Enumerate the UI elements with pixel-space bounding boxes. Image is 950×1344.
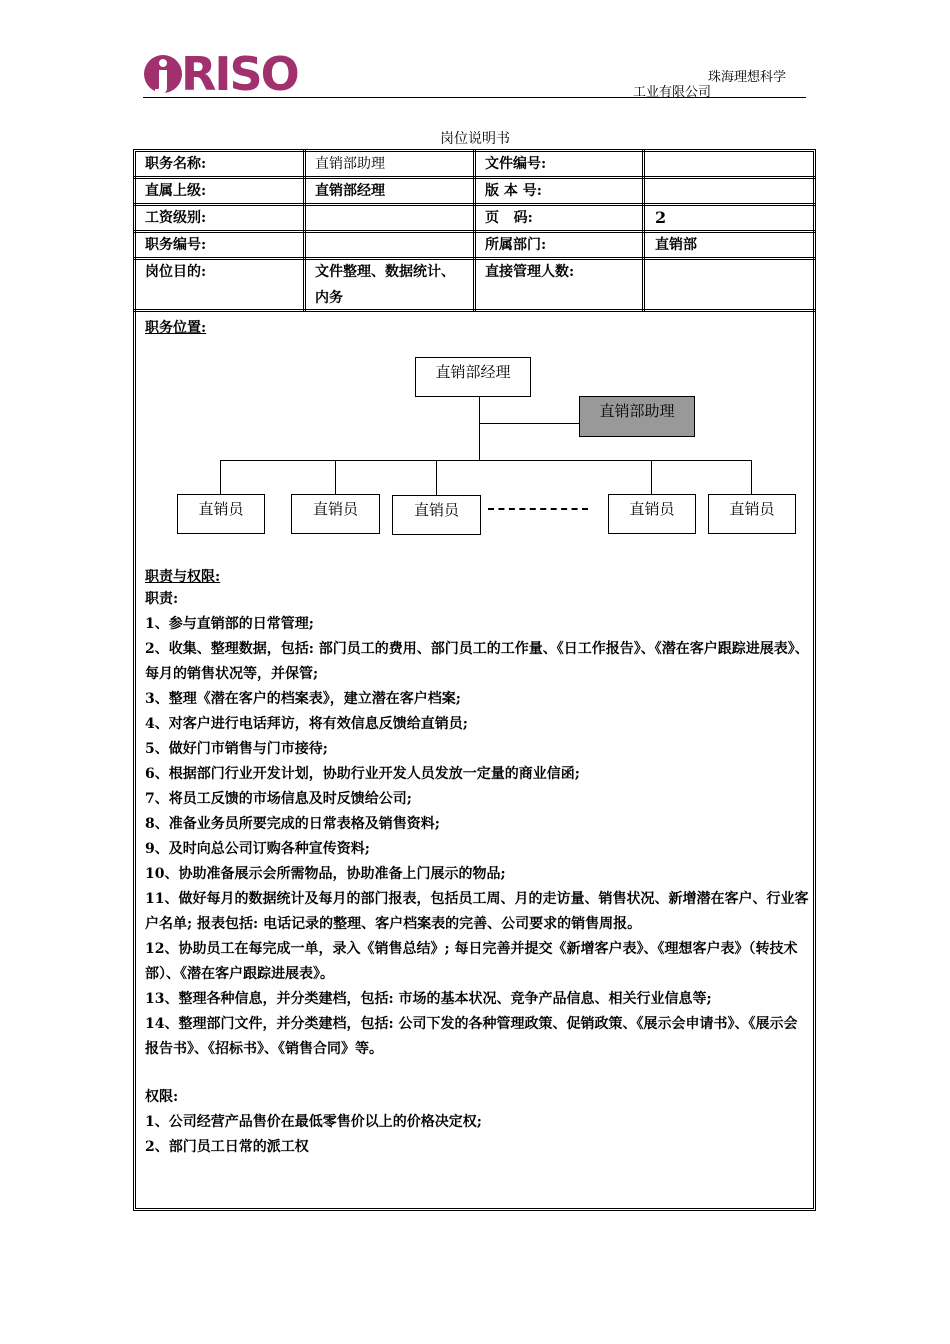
label-file-number: 文件编号: <box>485 156 547 172</box>
label-direct-reports: 直接管理人数: <box>485 264 575 280</box>
org-connector <box>479 423 580 424</box>
value-direct-superior: 直销部经理 <box>315 183 385 199</box>
list-item: 2、部门员工日常的派工权 <box>145 1139 309 1155</box>
org-connector <box>751 460 752 494</box>
org-connector <box>220 460 752 461</box>
position-heading: 职务位置: <box>145 320 207 336</box>
org-box-staff: 直销员 <box>291 494 380 534</box>
table-col-divider <box>642 149 645 312</box>
label-direct-superior: 直属上级: <box>145 183 207 199</box>
list-item: 5、做好门市销售与门市接待; <box>145 741 328 757</box>
label-job-number: 职务编号: <box>145 237 207 253</box>
org-box-staff: 直销员 <box>708 494 796 534</box>
label-salary-level: 工资级别: <box>145 210 207 226</box>
label-department: 所属部门: <box>485 237 547 253</box>
org-connector <box>479 396 480 460</box>
document-title: 岗位说明书 <box>440 131 510 147</box>
list-item: 12、协助员工在每完成一单，录入《销售总结》; 每日完善并提交《新增客户表》、《理想客户表》（转技术部）、《潜在客户跟踪进展表》。 <box>145 941 798 982</box>
table-col-divider <box>303 149 306 312</box>
list-item: 7、将员工反馈的市场信息及时反馈给公司; <box>145 791 412 807</box>
list-item: 11、做好每月的数据统计及每月的部门报表，包括员工周、月的走访量、销售状况、新增潜在客户、行业客户名单; 报表包括: 电话记录的整理、客户档案表的完善、公司要求的销售周报。 <box>145 891 809 932</box>
org-connector <box>651 460 652 494</box>
org-box-assistant: 直销部助理 <box>579 396 695 437</box>
label-job-purpose: 岗位目的: <box>145 264 207 280</box>
duties-list <box>145 612 810 1062</box>
header-divider <box>143 97 806 98</box>
list-item: 2、收集、整理数据，包括: 部门员工的费用、部门员工的工作量、《日工作报告》、《潜在客户跟踪进展表》、每月的销售状况等，并保管; <box>145 641 809 682</box>
org-ellipsis-dashes <box>488 508 588 510</box>
duties-authority-heading: 职责与权限: <box>145 569 221 585</box>
org-box-staff: 直销员 <box>177 494 265 534</box>
list-item: 3、整理《潜在客户的档案表》，建立潜在客户档案; <box>145 691 461 707</box>
list-item: 1、参与直销部的日常管理; <box>145 616 314 632</box>
value-job-title: 直销部助理 <box>315 156 385 172</box>
value-department: 直销部 <box>655 237 697 253</box>
list-item: 9、及时向总公司订购各种宣传资料; <box>145 841 370 857</box>
value-page: 2 <box>655 208 667 227</box>
label-page: 页 码: <box>485 210 533 226</box>
company-name-line2: 工业有限公司 <box>633 85 712 100</box>
authority-list <box>145 1110 810 1160</box>
duties-block <box>145 587 810 1062</box>
org-connector <box>436 460 437 495</box>
org-box-manager: 直销部经理 <box>415 357 531 397</box>
org-connector <box>220 460 221 494</box>
org-box-staff: 直销员 <box>608 494 696 534</box>
table-col-divider <box>473 149 476 312</box>
duties-label: 职责: <box>145 591 179 607</box>
list-item: 4、对客户进行电话拜访，将有效信息反馈给直销员; <box>145 716 468 732</box>
label-job-title: 职务名称: <box>145 156 207 172</box>
authority-block <box>145 1085 810 1160</box>
list-item: 10、协助准备展示会所需物品，协助准备上门展示的物品; <box>145 866 506 882</box>
logo-emblem-icon <box>143 50 183 98</box>
org-box-staff: 直销员 <box>392 495 481 535</box>
list-item: 13、整理各种信息，并分类建档，包括: 市场的基本状况、竞争产品信息、相关行业信息等; <box>145 991 712 1007</box>
list-item: 1、公司经营产品售价在最低零售价以上的价格决定权; <box>145 1114 482 1130</box>
logo-text: RISO <box>181 47 298 101</box>
label-version: 版 本 号: <box>485 183 542 199</box>
value-job-purpose: 文件整理、数据统计、内务 <box>315 264 455 306</box>
company-name-line1: 珠海理想科学 <box>708 70 787 85</box>
riso-logo <box>143 47 303 101</box>
org-connector <box>335 460 336 494</box>
list-item: 6、根据部门行业开发计划，协助行业开发人员发放一定量的商业信函; <box>145 766 580 782</box>
authority-label: 权限: <box>145 1089 179 1105</box>
list-item: 8、准备业务员所要完成的日常表格及销售资料; <box>145 816 440 832</box>
list-item: 14、整理部门文件，并分类建档，包括: 公司下发的各种管理政策、促销政策、《展示会申请书》、《展示会报告书》、《招标书》、《销售合同》等。 <box>145 1016 798 1057</box>
